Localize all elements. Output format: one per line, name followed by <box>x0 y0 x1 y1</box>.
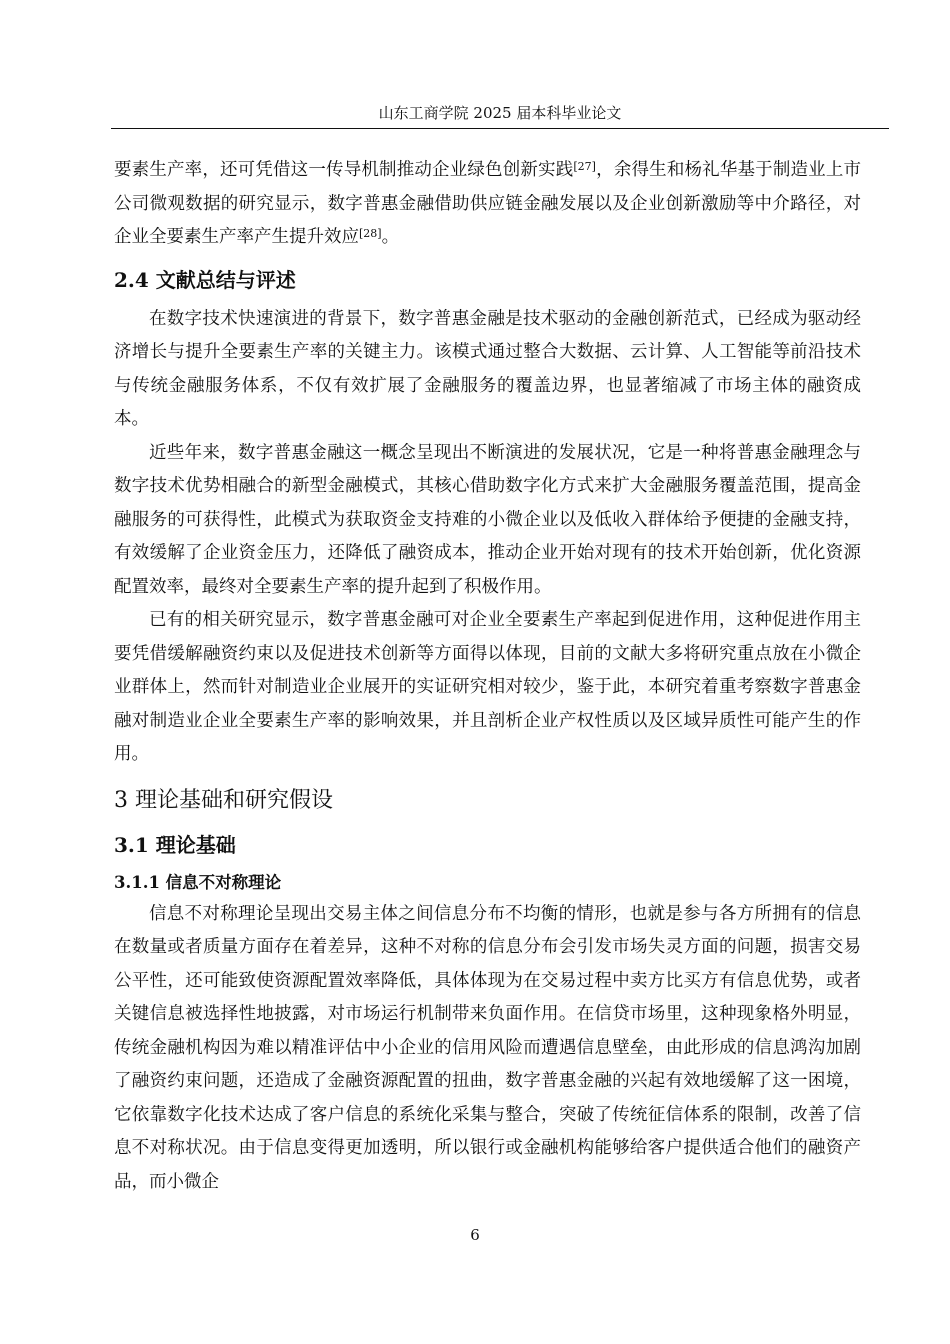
page-number: 6 <box>470 1226 480 1244</box>
paragraph: 近些年来，数字普惠金融这一概念呈现出不断演进的发展状况，它是一种将普惠金融理念与数字技术优势相融合的新型金融模式，其核心借助数字化方式来扩大金融服务覆盖范围，提高金融服务的可获得性，此模式为获取资金支持难的小微企业以及低收入群体给予便捷的金融支持，有效缓解了企业资金压力，还降低了融资成本，推动企业开始对现有的技术开始创新，优化资源配置效率，最终对全要素生产率的提升起到了积极作用。 <box>114 442 861 597</box>
paragraph-continued <box>114 154 861 255</box>
header-title: 山东工商学院 2025 届本科毕业论文 <box>378 104 622 122</box>
subsection-heading-3-1-1: 3.1.1 信息不对称理论 <box>114 872 282 892</box>
paragraph-text: 要素生产率，还可凭借这一传导机制推动企业绿色创新实践 <box>114 160 574 180</box>
paragraph-text: ，余得生和杨礼华基于制造业上市公司微观数据的研究显示，数字普惠金融借助供应链金融发展以及企业创新激励等中介路径，对企业全要素生产率产生提升效应 <box>114 160 862 247</box>
header-divider <box>111 128 889 129</box>
citation-28: [28] <box>359 226 382 240</box>
paragraph-text: 。 <box>381 227 400 247</box>
page-header <box>111 104 889 122</box>
section-heading-3-1: 3.1 理论基础 <box>114 832 236 857</box>
citation-27: [27] <box>573 159 596 173</box>
paragraph: 信息不对称理论呈现出交易主体之间信息分布不均衡的情形，也就是参与各方所拥有的信息在数量或者质量方面存在着差异，这种不对称的信息分布会引发市场失灵方面的问题，损害交易公平性，还可能致使资源配置效率降低，具体体现为在交易过程中卖方比买方有信息优势，或者关键信息被选择性地披露，对市场运行机制带来负面作用。在信贷市场里，这种现象格外明显，传统金融机构因为难以精准评估中小企业的信用风险而遭遇信息壁垒，由此形成的信息鸿沟加剧了融资约束问题，还造成了金融资源配置的扭曲，数字普惠金融的兴起有效地缓解了这一困境，它依靠数字化技术达成了客户信息的系统化采集与整合，突破了传统征信体系的限制，改善了信息不对称状况。由于信息变得更加透明，所以银行或金融机构能够给客户提供适合他们的融资产品，而小微企 <box>114 903 861 1192</box>
section-heading-2-4: 2.4 文献总结与评述 <box>114 267 296 292</box>
document-body <box>114 154 861 1199</box>
chapter-heading-3: 3 理论基础和研究假设 <box>114 787 333 813</box>
paragraph: 已有的相关研究显示，数字普惠金融可对企业全要素生产率起到促进作用，这种促进作用主要凭借缓解融资约束以及促进技术创新等方面得以体现，目前的文献大多将研究重点放在小微企业群体上，然而针对制造业企业展开的实证研究相对较少，鉴于此，本研究着重考察数字普惠金融对制造业企业全要素生产率的影响效果，并且剖析企业产权性质以及区域异质性可能产生的作用。 <box>114 610 861 764</box>
paragraph: 在数字技术快速演进的背景下，数字普惠金融是技术驱动的金融创新范式，已经成为驱动经济增长与提升全要素生产率的关键主力。该模式通过整合大数据、云计算、人工智能等前沿技术与传统金融服务体系，不仅有效扩展了金融服务的覆盖边界，也显著缩减了市场主体的融资成本。 <box>114 308 861 429</box>
